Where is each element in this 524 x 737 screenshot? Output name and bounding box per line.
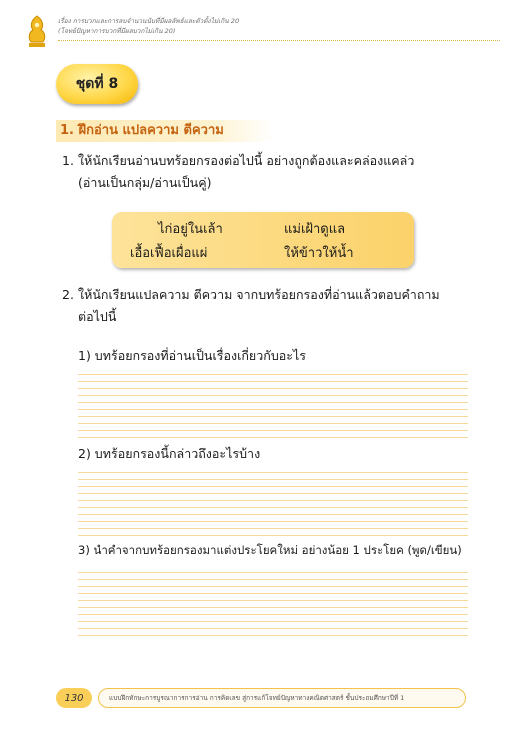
header-line-2: (โจทย์ปัญหาการบวกที่มีผลบวกไม่เกิน 20): [58, 27, 176, 35]
poem-line2-right: ให้ข้าวให้น้ำ: [284, 246, 354, 261]
subquestion-1: 1) บทร้อยกรองที่อ่านเป็นเรื่องเกี่ยวกับอะไร: [78, 348, 306, 363]
question-2-text: ให้นักเรียนแปลความ ตีความ จากบทร้อยกรองที่อ่านแล้วตอบคำถาม: [78, 287, 440, 302]
school-emblem-icon: [22, 14, 52, 50]
footer-text: แบบฝึกทักษะการบูรณาการการอ่าน การคิดเลข สู่การแก้โจทย์ปัญหาทางคณิตศาสตร์ ชั้นประถมศึกษาปีที่ 1: [98, 688, 466, 708]
answer-lines-1[interactable]: [78, 368, 468, 438]
question-1-number: 1.: [62, 153, 74, 168]
section-title: 1. ฝึกอ่าน แปลความ ตีความ: [56, 120, 274, 142]
question-2-sub: ต่อไปนี้: [78, 309, 117, 324]
answer-lines-3[interactable]: [78, 566, 468, 636]
header-rule: [58, 40, 500, 41]
question-1-text: ให้นักเรียนอ่านบทร้อยกรองต่อไปนี้ อย่างถูกต้องและคล่องแคล่ว: [78, 153, 415, 168]
subquestion-3: 3) นำคำจากบทร้อยกรองมาแต่งประโยคใหม่ อย่างน้อย 1 ประโยค (พูด/เขียน): [78, 543, 462, 557]
poem-box: [112, 212, 414, 268]
set-badge: ชุดที่ 8: [56, 64, 138, 104]
subquestion-2: 2) บทร้อยกรองนี้กล่าวถึงอะไรบ้าง: [78, 446, 261, 461]
running-header: [58, 16, 239, 36]
question-1-sub: (อ่านเป็นกลุ่ม/อ่านเป็นคู่): [78, 175, 212, 190]
poem-line1-left: ไก่อยู่ในเล้า: [158, 222, 223, 237]
answer-lines-2[interactable]: [78, 466, 468, 536]
question-2: [62, 284, 440, 328]
header-line-1: เรื่อง การบวกและการลบจำนวนนับที่มีผลลัพธ์และตัวตั้งไม่เกิน 20: [58, 17, 240, 25]
question-1: [62, 150, 414, 194]
question-2-number: 2.: [62, 287, 74, 302]
poem-line1-right: แม่เฝ้าดูแล: [284, 222, 346, 237]
poem-line2-left: เอื้อเฟื้อเผื่อแผ่: [130, 246, 208, 261]
page-number: 130: [56, 688, 92, 708]
